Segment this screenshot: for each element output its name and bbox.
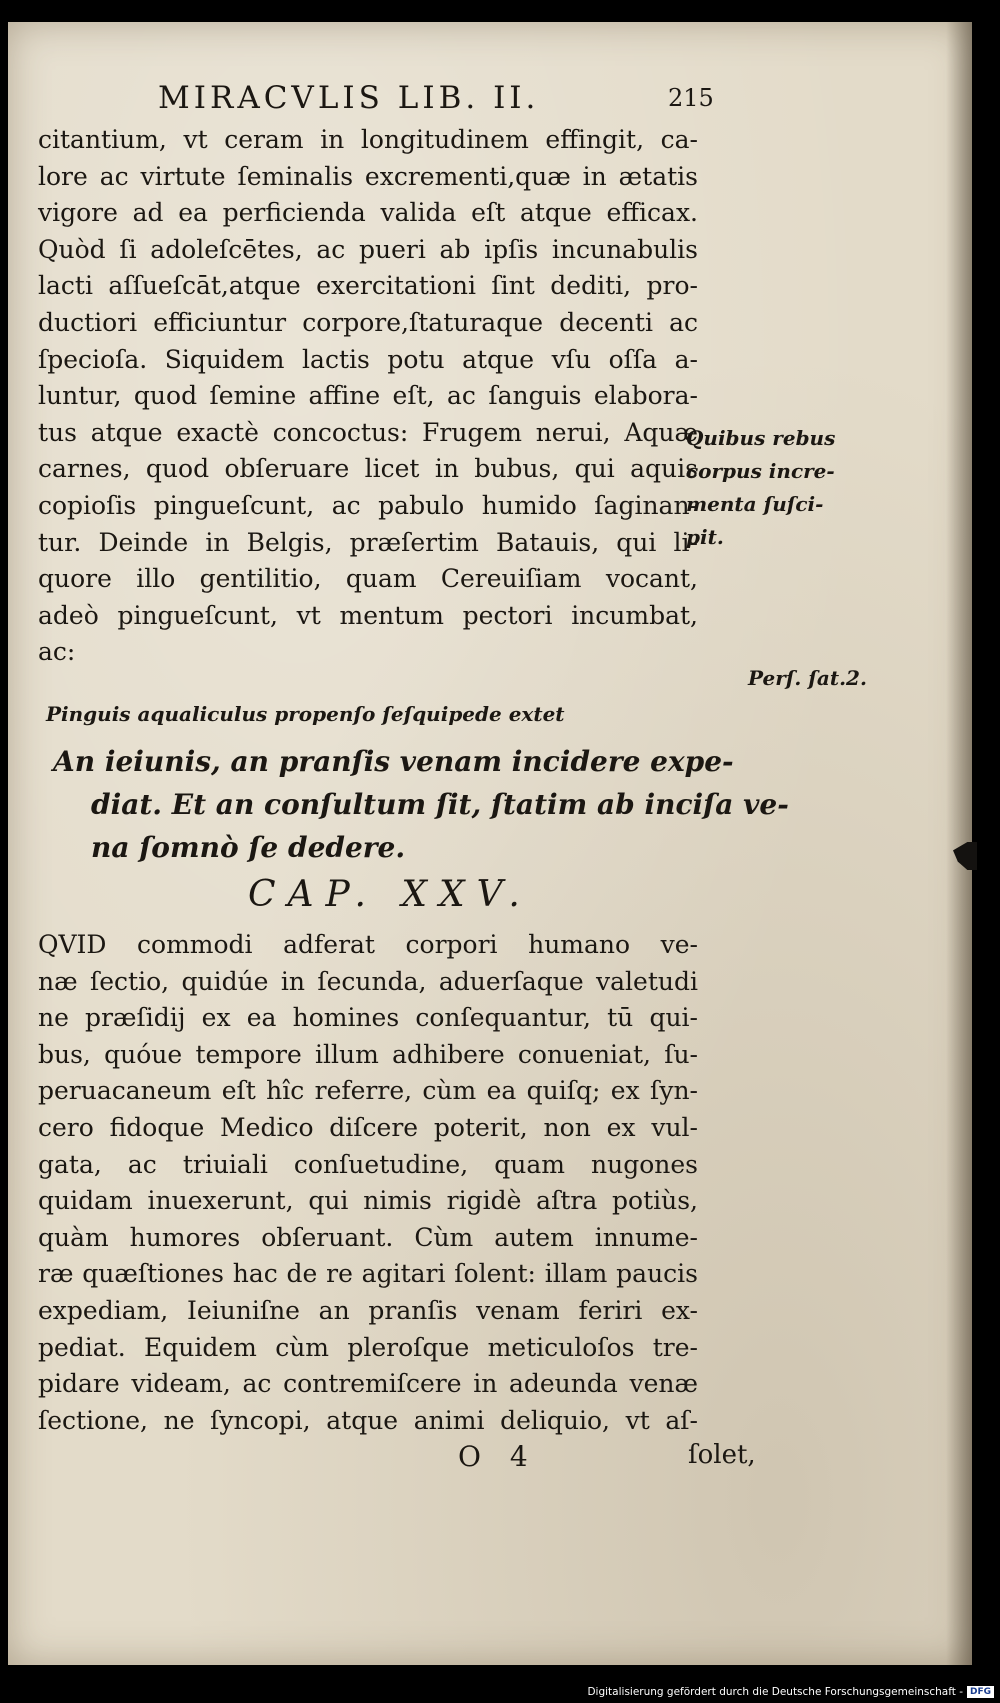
text-line: lore ac virtute ſeminalis excrementi,quæ in ætatis [38, 161, 698, 191]
verse-quotation: Pinguis aqualiculus propenſo ſeſquipede extet [46, 702, 565, 726]
heading-line: An ieiunis, an pranſis venam incidere expe- [53, 745, 734, 778]
catchword: ſolet, [688, 1440, 756, 1470]
text-line: ſectione, ne ſyncopi, atque animi deliquio, vt aſ- [38, 1405, 698, 1435]
text-line: vigore ad ea perficienda valida eſt atque efficax. [38, 198, 698, 228]
margin-note-line: corpus incre- [686, 459, 835, 483]
text-line: adeò pingueſcunt, vt mentum pectori incumbat, [38, 600, 698, 630]
text-line: lacti aſſueſcāt,atque exercitationi ſint dediti, pro- [38, 271, 698, 301]
book-page [8, 22, 972, 1665]
text-line: Quòd ſi adoleſcētes, ac pueri ab ipſis incunabulis [38, 234, 698, 264]
text-line: QVID commodi adferat corpori humano ve- [38, 930, 698, 959]
text-line: ductiori efficiuntur corpore,ſtaturaque decenti ac [38, 307, 698, 337]
chapter-heading [53, 740, 789, 869]
text-line: expediam, Ieiuniſne an pranſis venam feriri ex- [38, 1295, 698, 1325]
text-line: cero fidoque Medico diſcere poterit, non ex vul- [38, 1112, 698, 1142]
running-head: MIRACVLIS LIB. II. [158, 80, 540, 116]
page-number: 215 [668, 84, 714, 112]
margin-note-line: pit. [686, 525, 724, 549]
text-line: carnes, quod obſeruare licet in bubus, qui aquis [38, 454, 698, 484]
text-line: næ ſectio, quidúe in ſecunda, aduerſaque valetudi [38, 966, 698, 996]
text-line: tus atque exactè concoctus: Frugem nerui, Aquæ [38, 417, 698, 447]
text-line: ſpecioſa. Siquidem lactis potu atque vſu oſſa a- [38, 344, 698, 374]
text-line: peruacaneum eſt hîc referre, cùm ea quiſq; ex ſyn- [38, 1076, 698, 1106]
text-line: copioſis pingueſcunt, ac pabulo humido ſaginan- [38, 490, 698, 520]
margin-note-line: menta ſuſci- [686, 492, 824, 516]
text-line: pidare videam, ac contremiſcere in adeunda venæ [38, 1369, 698, 1399]
text-line: quàm humores obſeruant. Cùm autem innume- [38, 1222, 698, 1252]
body-text-top [38, 122, 698, 671]
text-line: quidam inuexerunt, qui nimis rigidè aſtra potiùs, [38, 1186, 698, 1216]
body-text-bottom [38, 927, 698, 1439]
footer-text: Digitalisierung gefördert durch die Deutsche Forschungsgemeinschaft - [587, 1686, 963, 1698]
signature-mark: O 4 [458, 1440, 538, 1473]
margin-note-line: Quibus rebus [686, 426, 836, 450]
text-line: citantium, vt ceram in longitudinem effingit, ca- [38, 125, 698, 154]
margin-note-quibus [686, 422, 835, 554]
text-line: pediat. Equidem cùm pleroſque meticuloſos tre- [38, 1332, 698, 1362]
text-line: ræ quæſtiones hac de re agitari ſolent: illam paucis [38, 1259, 698, 1289]
text-line: luntur, quod ſemine affine eſt, ac ſanguis elabora- [38, 381, 698, 411]
heading-line: na ſomnò ſe dedere. [91, 831, 406, 864]
dfg-logo: DFG [967, 1686, 994, 1698]
digitization-footer [587, 1686, 994, 1698]
text-line: ne præſidij ex ea homines conſequantur, tū qui- [38, 1003, 698, 1033]
heading-line: diat. Et an conſultum ſit, ſtatim ab inciſa ve- [91, 788, 789, 821]
chapter-number: CAP. XXV. [248, 874, 532, 915]
text-line: gata, ac triuiali conſuetudine, quam nugones [38, 1149, 698, 1179]
text-line: ac: [38, 637, 76, 667]
margin-note-persius: Perſ. ſat.2. [748, 666, 867, 690]
text-line: tur. Deinde in Belgis, præſertim Batauis, qui li- [38, 527, 698, 557]
text-line: bus, quóue tempore illum adhibere conueniat, ſu- [38, 1039, 698, 1069]
text-line: quore illo gentilitio, quam Cereuiſiam vocant, [38, 564, 698, 594]
